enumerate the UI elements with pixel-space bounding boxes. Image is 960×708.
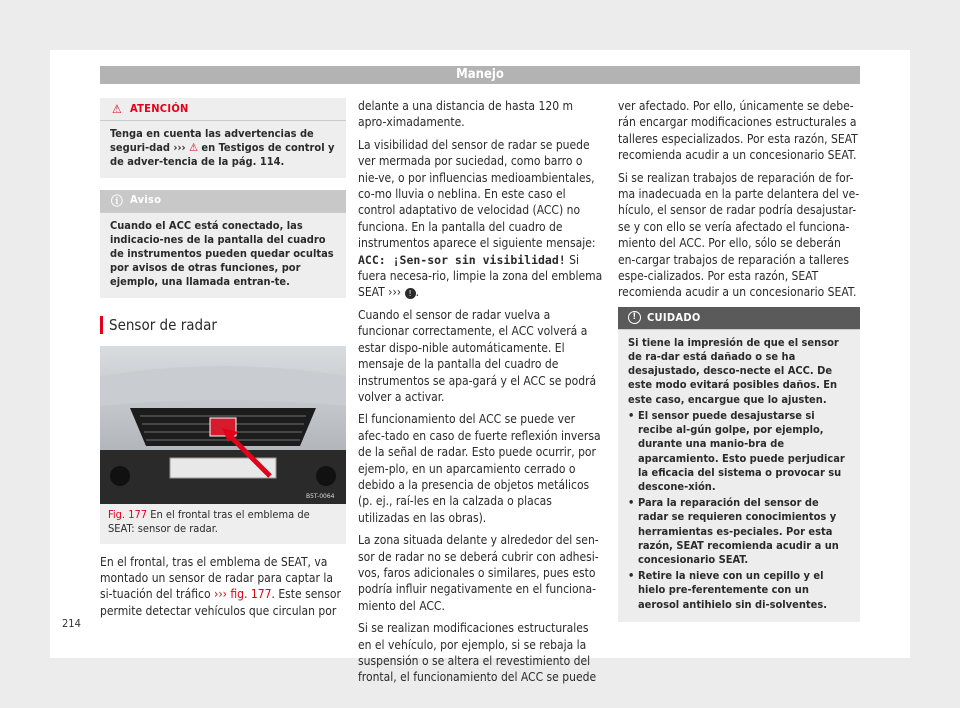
caution-body bbox=[618, 330, 860, 622]
note-box bbox=[100, 190, 346, 298]
figure-code: B5T-0064 bbox=[306, 492, 335, 500]
bullet-dot: • bbox=[628, 496, 635, 510]
page-number: 214 bbox=[62, 617, 81, 630]
para-text: La visibilidad del sensor de radar se puede ver mermada por suciedad, como barro o nie-ve, o por influencias medioambientales, co-mo lluvia o neblina. En este caso el control adaptativo de velocidad (ACC) no funciona. En la pantalla del cuadro de instrumentos aparece el siguiente mensaje: bbox=[358, 137, 596, 251]
caution-header bbox=[618, 307, 860, 330]
bullet-dot: • bbox=[628, 569, 635, 583]
note-text: Cuando el ACC está conectado, las indicacio-nes de la pantalla del cuadro de instrumentos pueden quedar ocultas por avisos de otras funciones, por ejemplo, una llamada entran-te. bbox=[110, 218, 334, 289]
caution-title: CUIDADO bbox=[647, 310, 701, 324]
paragraph bbox=[358, 137, 604, 301]
warning-title: ATENCIÓN bbox=[130, 101, 189, 115]
bullet-text: Retire la nieve con un cepillo y el hielo pre-ferentemente con un aerosol antihielo sin di-solventes. bbox=[638, 569, 827, 611]
column-3 bbox=[618, 98, 860, 634]
paragraph bbox=[100, 554, 346, 620]
warning-text-b: en Testigos de control y de adver-tencia de la pág. 114. bbox=[110, 141, 335, 169]
warning-text-a: Tenga en cuenta las advertencias de seguri-dad bbox=[110, 127, 314, 155]
para-text: . bbox=[415, 285, 419, 300]
figure-radar-sensor bbox=[100, 346, 346, 504]
note-header bbox=[100, 190, 346, 213]
caution-ref-icon: ! bbox=[405, 288, 416, 299]
figure-caption bbox=[100, 504, 346, 544]
warning-header bbox=[100, 98, 346, 121]
paragraph: Si se realizan modificaciones estructurales en el vehículo, por ejemplo, si se rebaja la suspensión o se altera el revestimiento del frontal, el funcionamiento del ACC se puede bbox=[358, 621, 597, 685]
paragraph: La zona situada delante y alrededor del sen-sor de radar no se deberá cubrir con adhesi-vos, faros adicionales o similares, pues esto podría influir negativamente en el funciona-miento del ACC. bbox=[358, 533, 599, 613]
arrows-ref[interactable]: ››› bbox=[173, 141, 186, 155]
info-icon: ⓘ bbox=[110, 193, 124, 208]
paragraph: Cuando el sensor de radar vuelva a funcionar correctamente, el ACC volverá a estar dispo-nible automáticamente. El mensaje de la pantalla del cuadro de instrumentos se apa-gará y el ACC se podrá volver a activar. bbox=[358, 307, 597, 404]
paragraph: delante a una distancia de hasta 120 m apro-ximadamente. bbox=[358, 99, 574, 130]
caution-bullet bbox=[628, 409, 850, 494]
section-title: Sensor de radar bbox=[100, 316, 346, 334]
caution-intro: Si tiene la impresión de que el sensor de ra-dar está dañado o se ha desajustado, desco-necte el ACC. De este modo evitará posibles daños. En este caso, encargue que lo ajusten. bbox=[628, 335, 839, 406]
warning-icon: ⚠ bbox=[112, 102, 122, 116]
caution-bullet bbox=[628, 496, 850, 567]
figure-ref-link[interactable]: ››› fig. 177 bbox=[214, 587, 272, 602]
paragraph: Si se realizan trabajos de reparación de for-ma inadecuada en la parte delantera del ve-hículo, el sensor de radar podría desajustar-se y con ello se vería afectado el funciona-miento del ACC. Por ello, sólo se deberán en-cargar trabajos de reparación a talleres espe-cializados. Por esta razón, SEAT recomienda acudir a un concesionario SEAT. bbox=[618, 170, 860, 300]
warning-inline-icon: ⚠ bbox=[189, 141, 198, 155]
warning-box bbox=[100, 98, 346, 178]
arrows-ref[interactable]: ››› bbox=[388, 285, 402, 300]
bullet-text: El sensor puede desajustarse si recibe al-gún golpe, por ejemplo, durante una manio-bra de aparcamiento. Esto puede perjudicar la eficacia del sistema o provocar su descone-xión. bbox=[638, 408, 845, 493]
column-1 bbox=[100, 98, 346, 625]
warning-text bbox=[100, 121, 346, 178]
paragraph: El funcionamiento del ACC se puede ver afec-tado en caso de fuerte reflexión inversa de la señal de radar. Esto puede ocurrir, por ejem-plo, en un aparcamiento cerrado o debido a la presencia de objetos metálicos (p. ej., raí-les en la calzada o placas utilizadas en las obras). bbox=[358, 412, 601, 525]
bullet-text: Para la reparación del sensor de radar se requieren conocimientos y herramientas es-peciales. Por esta razón, SEAT recomienda acudir a un concesionario SEAT. bbox=[638, 496, 839, 566]
caution-box bbox=[618, 307, 860, 622]
column-2 bbox=[358, 98, 604, 692]
caution-icon: ! bbox=[628, 311, 641, 324]
para-text: En el frontal, tras el emblema de SEAT, va montado un sensor de radar para captar la si-tuación del tráfico bbox=[100, 554, 334, 602]
para-text: Si fuera necesa-rio, limpie la zona del emblema SEAT bbox=[358, 252, 603, 300]
bullet-dot: • bbox=[628, 408, 635, 422]
display-message: ACC: ¡Sen-sor sin visibilidad! bbox=[358, 252, 566, 267]
page-header: Manejo bbox=[100, 66, 860, 84]
caution-bullet bbox=[628, 569, 850, 612]
figure-label: Fig. 177 bbox=[108, 507, 148, 521]
note-title: Aviso bbox=[130, 193, 162, 207]
car-front-image bbox=[100, 346, 346, 504]
figure-caption-text: En el frontal tras el emblema de SEAT: sensor de radar. bbox=[108, 507, 310, 535]
para-text: . Este sensor permite detectar vehículos que circulan por bbox=[100, 587, 341, 618]
paragraph: ver afectado. Por ello, únicamente se debe-rán encargar modificaciones estructurales a talleres especializados. Por esta razón, SEAT recomienda acudir a un concesionario SEAT. bbox=[618, 99, 858, 163]
